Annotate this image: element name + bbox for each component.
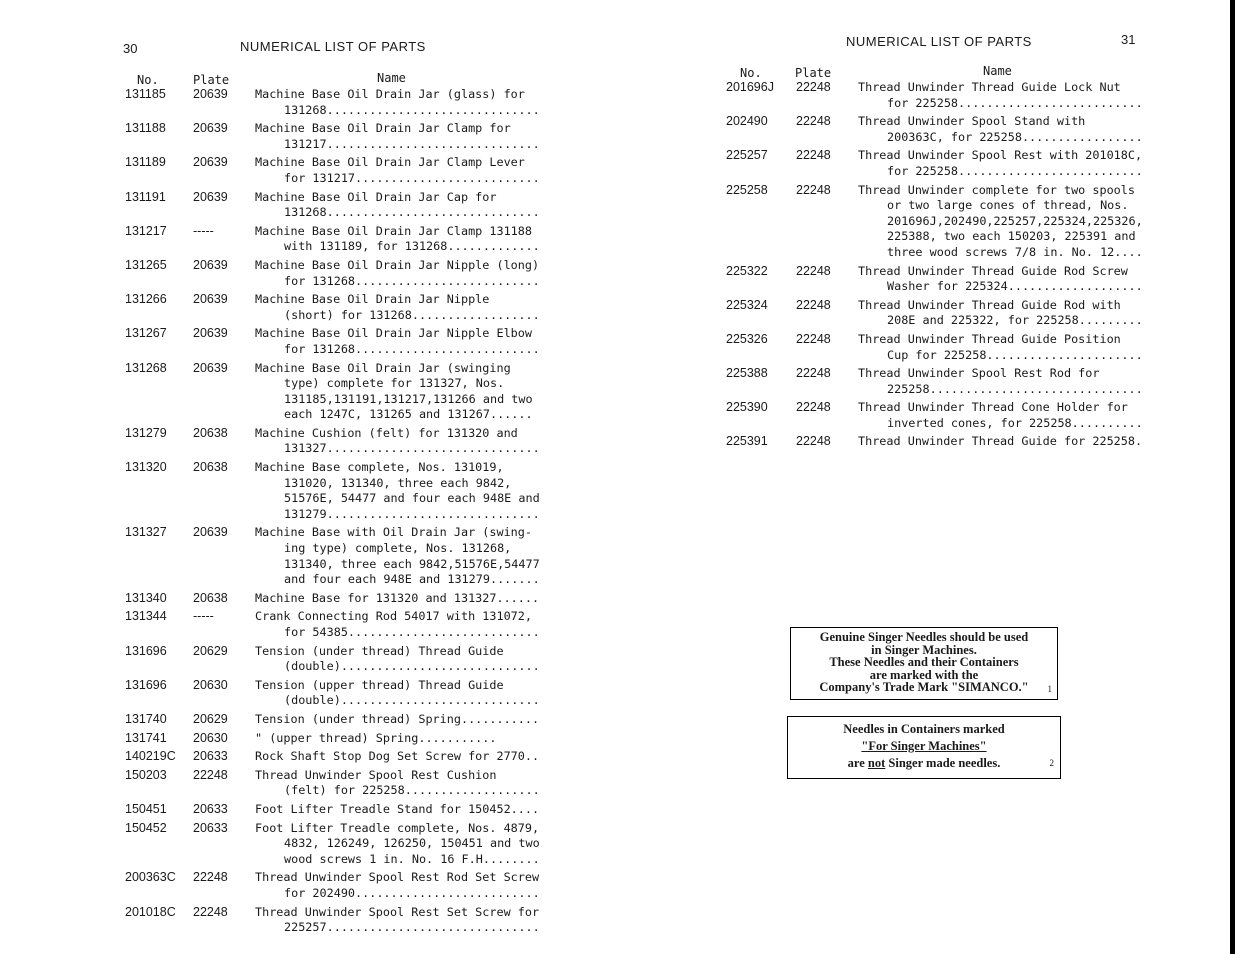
part-name-line: 131268.............................. bbox=[284, 205, 540, 220]
part-name-line: ing type) complete, Nos. 131268, bbox=[284, 541, 512, 556]
part-name-line: Foot Lifter Treadle Stand for 150452.... bbox=[255, 801, 540, 816]
plate-number: 20638 bbox=[193, 425, 228, 440]
part-name-line: Machine Base Oil Drain Jar Cap for bbox=[255, 189, 497, 204]
column-header-name: Name bbox=[377, 71, 406, 85]
part-number: 131740 bbox=[125, 711, 167, 726]
part-number: 131741 bbox=[125, 730, 167, 745]
part-row bbox=[125, 326, 595, 357]
part-row bbox=[726, 114, 1226, 145]
plate-number: 20639 bbox=[193, 525, 228, 540]
part-name-line: for 54385........................... bbox=[284, 625, 540, 639]
footnote-mark: 1 bbox=[1047, 683, 1052, 694]
part-name bbox=[255, 224, 595, 255]
plate-number: 20639 bbox=[193, 326, 228, 341]
part-name-line: Thread Unwinder Thread Guide Position bbox=[858, 331, 1121, 346]
part-number: 225390 bbox=[726, 400, 768, 415]
part-row bbox=[125, 678, 595, 709]
part-name-line: Thread Unwinder Spool Rest Rod for bbox=[858, 366, 1100, 381]
part-name-line: 131268.............................. bbox=[284, 102, 540, 117]
plate-number: 20639 bbox=[193, 121, 228, 136]
part-number: 131217 bbox=[125, 223, 167, 238]
plate-number: 22248 bbox=[796, 400, 831, 415]
part-row bbox=[125, 749, 595, 765]
part-name-line: for 202490.......................... bbox=[284, 885, 540, 900]
plate-number: 20639 bbox=[193, 189, 228, 204]
notice-containers bbox=[787, 716, 1061, 779]
part-name bbox=[255, 644, 595, 675]
part-row bbox=[125, 870, 595, 901]
part-number: 131320 bbox=[125, 460, 167, 475]
plate-number: ----- bbox=[193, 609, 214, 624]
plate-number: 20630 bbox=[193, 677, 228, 692]
part-number: 150452 bbox=[125, 820, 167, 835]
plate-number: 22248 bbox=[796, 182, 831, 197]
part-name-line: 51576E, 54477 and four each 948E and bbox=[284, 491, 540, 506]
plate-number: 20638 bbox=[193, 460, 228, 475]
plate-number: 20639 bbox=[193, 360, 228, 375]
page-number: 31 bbox=[1121, 32, 1136, 47]
plate-number: 22248 bbox=[796, 434, 831, 449]
part-name-line: for 225258.......................... bbox=[887, 95, 1143, 110]
part-name-line: Thread Unwinder Spool Stand with bbox=[858, 114, 1086, 129]
part-number: 225257 bbox=[726, 148, 768, 163]
plate-number: 20639 bbox=[193, 155, 228, 170]
plate-number: 20629 bbox=[193, 711, 228, 726]
part-row bbox=[125, 190, 595, 221]
part-row bbox=[125, 87, 595, 118]
part-name-line: or two large cones of thread, Nos. bbox=[887, 198, 1129, 213]
page-title: NUMERICAL LIST OF PARTS bbox=[846, 34, 1032, 49]
part-name-line: Machine Base for 131320 and 131327...... bbox=[255, 590, 540, 605]
part-name bbox=[255, 155, 595, 186]
part-name bbox=[255, 731, 595, 747]
part-name bbox=[255, 678, 595, 709]
part-name bbox=[858, 332, 1226, 363]
part-name-line: and four each 948E and 131279....... bbox=[284, 572, 540, 587]
page-number: 30 bbox=[123, 41, 138, 56]
part-name-line: Machine Cushion (felt) for 131320 and bbox=[255, 425, 518, 440]
part-name bbox=[858, 434, 1226, 450]
part-name-line: Machine Base Oil Drain Jar (glass) for bbox=[255, 87, 525, 101]
part-number: 131189 bbox=[125, 155, 166, 170]
parts-list bbox=[125, 87, 595, 939]
part-name bbox=[858, 183, 1226, 261]
part-number: 131266 bbox=[125, 292, 167, 307]
part-name-line: Thread Unwinder Thread Guide Rod Screw bbox=[858, 263, 1128, 278]
part-name-line: Foot Lifter Treadle complete, Nos. 4879, bbox=[255, 820, 540, 835]
part-name bbox=[255, 870, 595, 901]
part-name bbox=[858, 114, 1226, 145]
part-number: 225388 bbox=[726, 366, 768, 381]
plate-number: 22248 bbox=[193, 904, 228, 919]
plate-number: ----- bbox=[193, 223, 214, 238]
part-name-line: Washer for 225324................... bbox=[887, 279, 1143, 294]
plate-number: 20639 bbox=[193, 292, 228, 307]
part-name bbox=[858, 80, 1226, 111]
part-number: 131265 bbox=[125, 257, 167, 272]
part-name bbox=[255, 768, 595, 799]
part-number: 140219C bbox=[125, 749, 176, 764]
part-name-line: Machine Base Oil Drain Jar Nipple bbox=[255, 292, 490, 307]
column-header-plate: Plate bbox=[193, 73, 230, 87]
column-header-plate: Plate bbox=[795, 66, 832, 80]
plate-number: 20639 bbox=[193, 257, 228, 272]
part-row bbox=[726, 366, 1226, 397]
part-number: 150451 bbox=[125, 801, 167, 816]
part-name bbox=[255, 905, 595, 936]
part-name-line: Machine Base Oil Drain Jar Clamp Lever bbox=[255, 155, 525, 170]
part-name-line: Machine Base complete, Nos. 131019, bbox=[255, 460, 504, 475]
plate-number: 22248 bbox=[193, 870, 228, 885]
part-row bbox=[125, 224, 595, 255]
part-number: 225322 bbox=[726, 263, 768, 278]
part-name bbox=[255, 326, 595, 357]
part-name-line: Tension (under thread) Spring........... bbox=[255, 711, 540, 726]
part-name-line: each 1247C, 131265 and 131267...... bbox=[284, 407, 533, 422]
part-name bbox=[255, 121, 595, 152]
notice-line: Company's Trade Mark "SIMANCO." bbox=[819, 680, 1029, 694]
part-name-line: Machine Base Oil Drain Jar Nipple Elbow bbox=[255, 326, 532, 341]
part-row bbox=[125, 821, 595, 868]
part-number: 131344 bbox=[125, 609, 167, 624]
part-name bbox=[255, 821, 595, 868]
part-number: 225258 bbox=[726, 182, 768, 197]
part-name bbox=[255, 712, 595, 728]
part-row bbox=[726, 183, 1226, 261]
part-name bbox=[255, 525, 595, 587]
plate-number: 20633 bbox=[193, 749, 228, 764]
part-row bbox=[726, 332, 1226, 363]
part-row bbox=[125, 768, 595, 799]
part-name-line: 131217.............................. bbox=[284, 136, 540, 151]
part-row bbox=[125, 591, 595, 607]
part-number: 131279 bbox=[125, 425, 167, 440]
part-number: 201018C bbox=[125, 904, 176, 919]
plate-number: 22248 bbox=[796, 80, 831, 94]
part-name-line: 131185,131191,131217,131266 and two bbox=[284, 391, 533, 406]
part-name-line: 131327.............................. bbox=[284, 441, 540, 456]
part-name-line: type) complete for 131327, Nos. bbox=[284, 376, 505, 391]
part-row bbox=[125, 258, 595, 289]
part-name-line: Machine Base Oil Drain Jar Clamp for bbox=[255, 121, 511, 136]
part-row bbox=[125, 121, 595, 152]
part-name-line: Thread Unwinder complete for two spools bbox=[858, 182, 1135, 197]
part-name-line: (double)............................ bbox=[284, 693, 540, 708]
part-number: 202490 bbox=[726, 114, 768, 129]
part-row bbox=[125, 905, 595, 936]
part-name bbox=[255, 292, 595, 323]
part-row bbox=[726, 80, 1226, 111]
part-name-line: 201696J,202490,225257,225324,225326, bbox=[887, 213, 1143, 228]
part-name-line: 4832, 126249, 126250, 150451 and two bbox=[284, 836, 540, 851]
part-name-line: inverted cones, for 225258.......... bbox=[887, 415, 1143, 430]
plate-number: 20633 bbox=[193, 801, 228, 816]
part-name-line: 208E and 225322, for 225258......... bbox=[887, 313, 1143, 328]
part-name bbox=[255, 87, 595, 118]
part-name bbox=[255, 591, 595, 607]
part-number: 131340 bbox=[125, 590, 167, 605]
part-name-line: 131340, three each 9842,51576E,54477 bbox=[284, 556, 540, 571]
part-name-line: Rock Shaft Stop Dog Set Screw for 2770.. bbox=[255, 749, 540, 764]
part-row bbox=[125, 292, 595, 323]
part-name-line: " (upper thread) Spring........... bbox=[255, 730, 497, 745]
part-number: 225326 bbox=[726, 331, 768, 346]
part-name bbox=[255, 426, 595, 457]
part-number: 131327 bbox=[125, 525, 167, 540]
part-number: 150203 bbox=[125, 767, 167, 782]
part-name bbox=[255, 258, 595, 289]
plate-number: 20639 bbox=[193, 87, 228, 101]
plate-number: 20630 bbox=[193, 730, 228, 745]
plate-number: 22248 bbox=[796, 331, 831, 346]
part-row bbox=[726, 264, 1226, 295]
plate-number: 20629 bbox=[193, 643, 228, 658]
part-name-line: for 225258.......................... bbox=[887, 163, 1143, 178]
part-row bbox=[125, 609, 595, 640]
book-spine bbox=[1230, 0, 1235, 954]
part-row bbox=[125, 644, 595, 675]
plate-number: 20638 bbox=[193, 590, 228, 605]
part-name-line: for 131217.......................... bbox=[284, 170, 540, 185]
part-name-line: 131020, 131340, three each 9842, bbox=[284, 475, 512, 490]
part-name-line: 225388, two each 150203, 225391 and bbox=[887, 229, 1136, 244]
part-name bbox=[858, 148, 1226, 179]
part-row bbox=[125, 155, 595, 186]
part-row bbox=[726, 434, 1226, 450]
part-name-line: for 131268.......................... bbox=[284, 341, 540, 356]
part-row bbox=[125, 426, 595, 457]
part-name-line: Machine Base Oil Drain Jar Clamp 131188 bbox=[255, 223, 532, 238]
part-name-line: Thread Unwinder Thread Guide Rod with bbox=[858, 297, 1121, 312]
plate-number: 22248 bbox=[796, 148, 831, 163]
plate-number: 22248 bbox=[796, 297, 831, 312]
part-name-line: Thread Unwinder Thread Cone Holder for bbox=[858, 400, 1128, 415]
part-number: 131696 bbox=[125, 677, 167, 692]
part-name bbox=[255, 609, 595, 640]
notice-genuine-needles bbox=[790, 627, 1058, 700]
part-name-line: (felt) for 225258................... bbox=[284, 783, 540, 798]
part-name-line: Machine Base Oil Drain Jar (swinging bbox=[255, 360, 511, 375]
part-number: 131191 bbox=[125, 189, 166, 204]
left-page bbox=[0, 0, 610, 954]
column-header-no: No. bbox=[740, 66, 762, 80]
part-name bbox=[255, 190, 595, 221]
page-title: NUMERICAL LIST OF PARTS bbox=[240, 39, 426, 54]
parts-list bbox=[726, 80, 1226, 453]
right-page bbox=[610, 0, 1235, 954]
part-name bbox=[255, 361, 595, 423]
plate-number: 22248 bbox=[796, 263, 831, 278]
part-row bbox=[125, 712, 595, 728]
part-row bbox=[125, 731, 595, 747]
part-name-line: Thread Unwinder Thread Guide for 225258. bbox=[858, 434, 1143, 449]
part-name bbox=[255, 749, 595, 765]
part-name bbox=[858, 298, 1226, 329]
part-name-line: 225257.............................. bbox=[284, 920, 540, 935]
part-number: 225391 bbox=[726, 434, 768, 449]
notice-line: Genuine Singer Needles should be used bbox=[819, 630, 1029, 644]
part-row bbox=[726, 148, 1226, 179]
part-name-line: Machine Base Oil Drain Jar Nipple (long) bbox=[255, 257, 540, 272]
part-name bbox=[255, 802, 595, 818]
part-name-line: (double)............................ bbox=[284, 659, 540, 674]
part-name bbox=[255, 460, 595, 522]
part-name-line: Crank Connecting Rod 54017 with 131072, bbox=[255, 609, 532, 624]
part-number: 131696 bbox=[125, 643, 167, 658]
part-number: 200363C bbox=[125, 870, 176, 885]
part-name-line: Thread Unwinder Spool Rest Set Screw for bbox=[255, 904, 540, 919]
part-name bbox=[858, 366, 1226, 397]
part-name-line: (short) for 131268.................. bbox=[284, 307, 540, 322]
notice-line: are not Singer made needles. bbox=[847, 756, 1001, 770]
part-name-line: Tension (upper thread) Thread Guide bbox=[255, 677, 504, 692]
part-name-line: for 131268.......................... bbox=[284, 273, 540, 288]
notice-line: Needles in Containers marked bbox=[843, 722, 1005, 736]
footnote-mark: 2 bbox=[1049, 758, 1054, 768]
part-number: 201696J bbox=[726, 80, 774, 94]
plate-number: 22248 bbox=[796, 114, 831, 129]
notice-line: These Needles and their Containers bbox=[829, 655, 1019, 669]
part-name-line: three wood screws 7/8 in. No. 12.... bbox=[887, 244, 1143, 259]
part-row bbox=[125, 361, 595, 423]
part-name-line: Tension (under thread) Thread Guide bbox=[255, 643, 504, 658]
part-name-line: 131279.............................. bbox=[284, 506, 540, 521]
notice-line: "For Singer Machines" bbox=[861, 739, 987, 753]
notice-line: are marked with the bbox=[869, 667, 979, 682]
part-name bbox=[858, 400, 1226, 431]
column-header-no: No. bbox=[137, 73, 159, 87]
notice-line: in Singer Machines. bbox=[871, 642, 977, 657]
part-row bbox=[125, 460, 595, 522]
part-name-line: Thread Unwinder Spool Rest with 201018C, bbox=[858, 148, 1143, 163]
plate-number: 22248 bbox=[193, 767, 228, 782]
part-name-line: Cup for 225258...................... bbox=[887, 347, 1143, 362]
part-row bbox=[125, 802, 595, 818]
part-name bbox=[858, 264, 1226, 295]
plate-number: 20633 bbox=[193, 820, 228, 835]
part-number: 131268 bbox=[125, 360, 167, 375]
part-name-line: 225258.............................. bbox=[887, 381, 1143, 396]
part-name-line: Machine Base with Oil Drain Jar (swing- bbox=[255, 525, 532, 540]
part-number: 131267 bbox=[125, 326, 167, 341]
part-name-line: Thread Unwinder Spool Rest Cushion bbox=[255, 767, 497, 782]
plate-number: 22248 bbox=[796, 366, 831, 381]
part-name-line: Thread Unwinder Spool Rest Rod Set Screw bbox=[255, 870, 540, 885]
part-name-line: 200363C, for 225258................. bbox=[887, 129, 1143, 144]
part-row bbox=[726, 298, 1226, 329]
part-name-line: Thread Unwinder Thread Guide Lock Nut bbox=[858, 80, 1121, 94]
part-name-line: wood screws 1 in. No. 16 F.H........ bbox=[284, 851, 540, 866]
part-row bbox=[726, 400, 1226, 431]
part-number: 225324 bbox=[726, 297, 768, 312]
part-number: 131188 bbox=[125, 121, 166, 136]
part-row bbox=[125, 525, 595, 587]
part-name-line: with 131189, for 131268............. bbox=[284, 239, 540, 254]
column-header-name: Name bbox=[983, 64, 1012, 78]
part-number: 131185 bbox=[125, 87, 166, 101]
